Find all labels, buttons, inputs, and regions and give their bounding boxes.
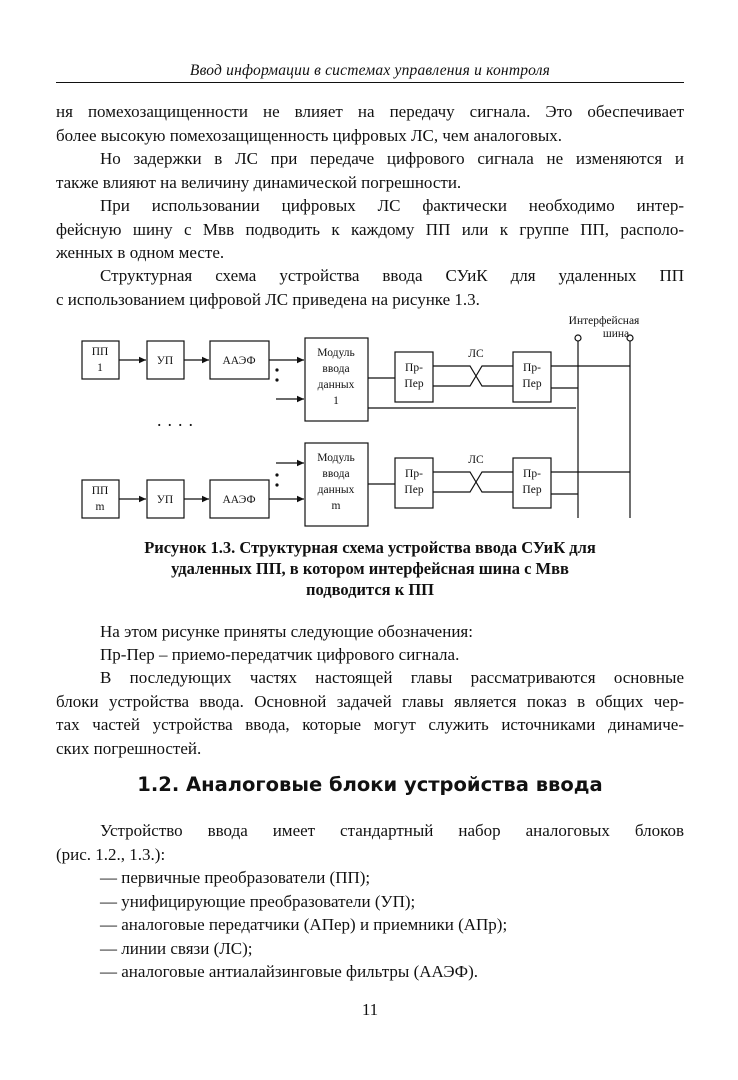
prper-label: Пер: [404, 378, 424, 390]
text-line: При использовании цифровых ЛС фактически необходимо интер-: [100, 196, 684, 215]
prper-box-left-bottom: [395, 458, 433, 508]
text-line: ня помехозащищенности не влияет на передачу сигнала. Это обеспечивает: [56, 102, 684, 121]
list-item: — аналоговые передатчики (АПер) и приемники (АПр);: [100, 915, 508, 934]
module-label: ввода: [322, 363, 350, 375]
pp-index: m: [95, 501, 105, 513]
header-rule: [56, 82, 684, 83]
list-item: — линии связи (ЛС);: [100, 938, 253, 958]
intro-paragraph-1: [56, 100, 684, 147]
block-diagram-figure: [0, 308, 738, 538]
text-line: также влияют на величину динамической погрешности.: [56, 172, 462, 192]
prper-label: Пер: [522, 484, 542, 496]
prper-box-right-top: [513, 352, 551, 402]
list-item: — первичные преобразователи (ПП);: [100, 868, 371, 887]
list-item: — унифицирующие преобразователи (УП);: [100, 891, 416, 911]
bus-terminal: [575, 335, 581, 341]
prper-box-right-bottom: [513, 458, 551, 508]
up-label: УП: [156, 494, 174, 506]
text-line: фейсную шину с Мвв подводить к каждому ПП или к группе ПП, располо-: [56, 219, 684, 239]
ls-label: ЛС: [468, 348, 484, 360]
module-label: данных: [317, 484, 355, 496]
running-header: Ввод информации в системах управления и контроля: [189, 62, 551, 79]
text-line: Пр-Пер – приемо-передатчик цифрового сигнала.: [100, 645, 460, 664]
text-line: тах частей устройства ввода, которые могут служить источниками динамиче-: [56, 715, 684, 734]
aaef-label: ААЭФ: [222, 355, 256, 367]
prper-label: Пер: [522, 378, 542, 390]
after-paragraph-2: [56, 643, 684, 667]
block-list: [56, 866, 684, 984]
pp-label: ПП: [91, 346, 109, 358]
comm-line-bottom: [433, 472, 513, 492]
text-line: (рис. 1.2., 1.3.):: [56, 844, 166, 864]
figure-caption: [56, 537, 684, 600]
prper-label: Пр-: [523, 362, 541, 374]
module-label: Модуль: [317, 347, 355, 359]
intro-paragraph-2: [56, 147, 684, 194]
pp-index: 1: [97, 362, 103, 374]
dot: [275, 473, 278, 476]
page-number: 11: [361, 1000, 379, 1019]
module-label: данных: [317, 379, 355, 391]
up-label: УП: [156, 355, 174, 367]
comm-line-top: [433, 366, 513, 386]
prper-label: Пер: [404, 484, 424, 496]
pp-label: ПП: [91, 485, 109, 497]
text-line: более высокую помехозащищенность цифровых ЛС, чем аналоговых.: [56, 125, 563, 145]
text-line: Но задержки в ЛС при передаче цифрового сигнала не изменяются и: [100, 149, 684, 168]
prper-label: Пр-: [523, 468, 541, 480]
module-label: m: [331, 500, 341, 512]
module-label: Модуль: [317, 452, 355, 464]
caption-line: удаленных ПП, в котором интерфейсная шина с Мвв: [171, 559, 569, 578]
list-item: — аналоговые антиалайзинговые фильтры (ААЭФ).: [100, 962, 479, 981]
module-label: 1: [333, 395, 339, 407]
prper-label: Пр-: [405, 468, 423, 480]
ls-label: ЛС: [468, 454, 484, 466]
dot: [275, 378, 278, 381]
bus-label: шина: [602, 328, 630, 340]
bus-label: Интерфейсная: [568, 315, 640, 327]
intro-paragraph-3: [56, 194, 684, 265]
text-line: В последующих частях настоящей главы рассматриваются основные: [100, 668, 684, 687]
after-paragraph-1: [56, 620, 684, 644]
text-line: с использованием цифровой ЛС приведена на рисунке 1.3.: [56, 289, 480, 309]
after-paragraph-3: [56, 666, 684, 760]
aaef-label: ААЭФ: [222, 494, 256, 506]
prper-box-left-top: [395, 352, 433, 402]
ellipsis: · · · ·: [156, 415, 194, 435]
section-paragraph: [56, 819, 684, 866]
dot: [275, 483, 278, 486]
text-line: блоки устройства ввода. Основной задачей главы является показ в общих чер-: [56, 691, 684, 711]
text-line: На этом рисунке приняты следующие обозначения:: [100, 622, 473, 641]
section-heading: 1.2. Аналоговые блоки устройства ввода: [137, 773, 603, 796]
text-line: женных в одном месте.: [56, 243, 225, 262]
text-line: Структурная схема устройства ввода СУиК для удаленных ПП: [100, 266, 684, 285]
intro-paragraph-4: [56, 264, 684, 311]
prper-label: Пр-: [405, 362, 423, 374]
dot: [275, 368, 278, 371]
text-line: Устройство ввода имеет стандартный набор аналоговых блоков: [100, 821, 684, 840]
text-line: ских погрешностей.: [56, 738, 202, 758]
module-label: ввода: [322, 468, 350, 480]
caption-line: подводится к ПП: [305, 580, 435, 599]
caption-line: Рисунок 1.3. Структурная схема устройства ввода СУиК для: [144, 538, 596, 557]
comm-line-bottom: [433, 472, 513, 492]
comm-line-top: [433, 366, 513, 386]
